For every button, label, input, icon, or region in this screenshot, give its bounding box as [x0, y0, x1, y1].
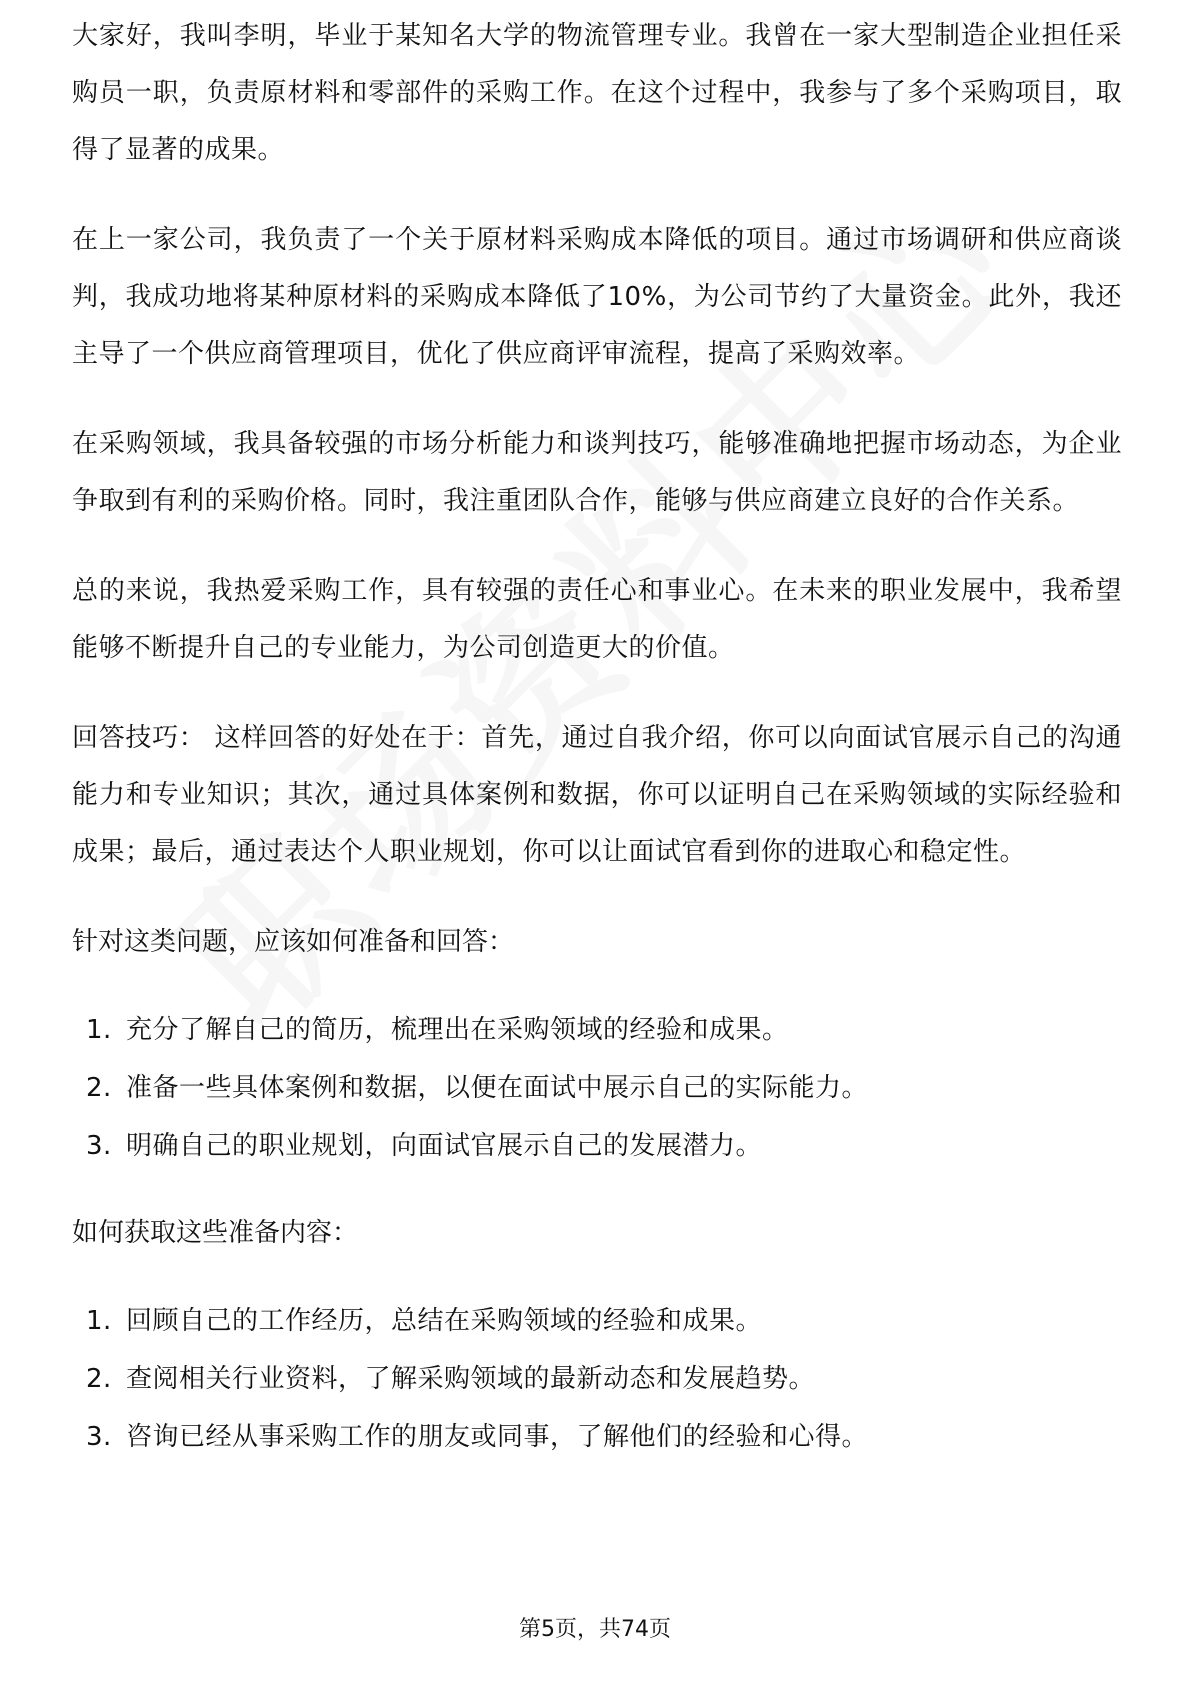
paragraph-summary: 总的来说，我热爱采购工作，具有较强的责任心和事业心。在未来的职业发展中，我希望能够不断提升自己的专业能力，为公司创造更大的价值。 — [72, 576, 1122, 663]
paragraph-intro: 大家好，我叫李明，毕业于某知名大学的物流管理专业。我曾在一家大型制造企业担任采购员一职，负责原材料和零部件的采购工作。在这个过程中，我参与了多个采购项目，取得了显著的成果。 — [72, 21, 1122, 165]
obtain-list — [72, 1292, 1122, 1466]
list-item-text: 准备一些具体案例和数据，以便在面试中展示自己的实际能力。 — [126, 1073, 869, 1103]
list-item-text: 查阅相关行业资料，了解采购领域的最新动态和发展趋势。 — [126, 1364, 816, 1394]
list-item-text: 明确自己的职业规划，向面试官展示自己的发展潜力。 — [126, 1131, 763, 1161]
list-number: 3. — [86, 1422, 112, 1452]
list-item-text: 回顾自己的工作经历，总结在采购领域的经验和成果。 — [126, 1306, 763, 1336]
list-number: 1. — [86, 1306, 112, 1336]
list-number: 1. — [86, 1015, 112, 1045]
section-heading-obtain: 如何获取这些准备内容： — [72, 1218, 359, 1248]
page-content — [72, 22, 1122, 1496]
list-item — [72, 1408, 1122, 1466]
list-item — [72, 1117, 1122, 1175]
section-heading-prepare: 针对这类问题，应该如何准备和回答： — [72, 927, 515, 957]
list-item — [72, 1292, 1122, 1350]
paragraph-skills: 在采购领域，我具备较强的市场分析能力和谈判技巧，能够准确地把握市场动态，为企业争取到有利的采购价格。同时，我注重团队合作，能够与供应商建立良好的合作关系。 — [72, 429, 1122, 516]
paragraph-answer-tips: 回答技巧： 这样回答的好处在于：首先，通过自我介绍，你可以向面试官展示自己的沟通能力和专业知识；其次，通过具体案例和数据，你可以证明自己在采购领域的实际经验和成果；最后，通过表达个人职业规划，你可以让面试官看到你的进取心和稳定性。 — [72, 723, 1122, 867]
list-item — [72, 1350, 1122, 1408]
list-number: 2. — [86, 1364, 112, 1394]
list-number: 2. — [86, 1073, 112, 1103]
list-item-text: 咨询已经从事采购工作的朋友或同事，了解他们的经验和心得。 — [126, 1422, 869, 1452]
paragraph-project: 在上一家公司，我负责了一个关于原材料采购成本降低的项目。通过市场调研和供应商谈判，我成功地将某种原材料的采购成本降低了10%，为公司节约了大量资金。此外，我还主导了一个供应商管理项目，优化了供应商评审流程，提高了采购效率。 — [72, 225, 1122, 369]
list-item-text: 充分了解自己的简历，梳理出在采购领域的经验和成果。 — [126, 1015, 789, 1045]
list-number: 3. — [86, 1131, 112, 1161]
list-item — [72, 1059, 1122, 1117]
list-item — [72, 1001, 1122, 1059]
page-number-footer: 第5页，共74页 — [519, 1617, 671, 1642]
prepare-list — [72, 1001, 1122, 1175]
